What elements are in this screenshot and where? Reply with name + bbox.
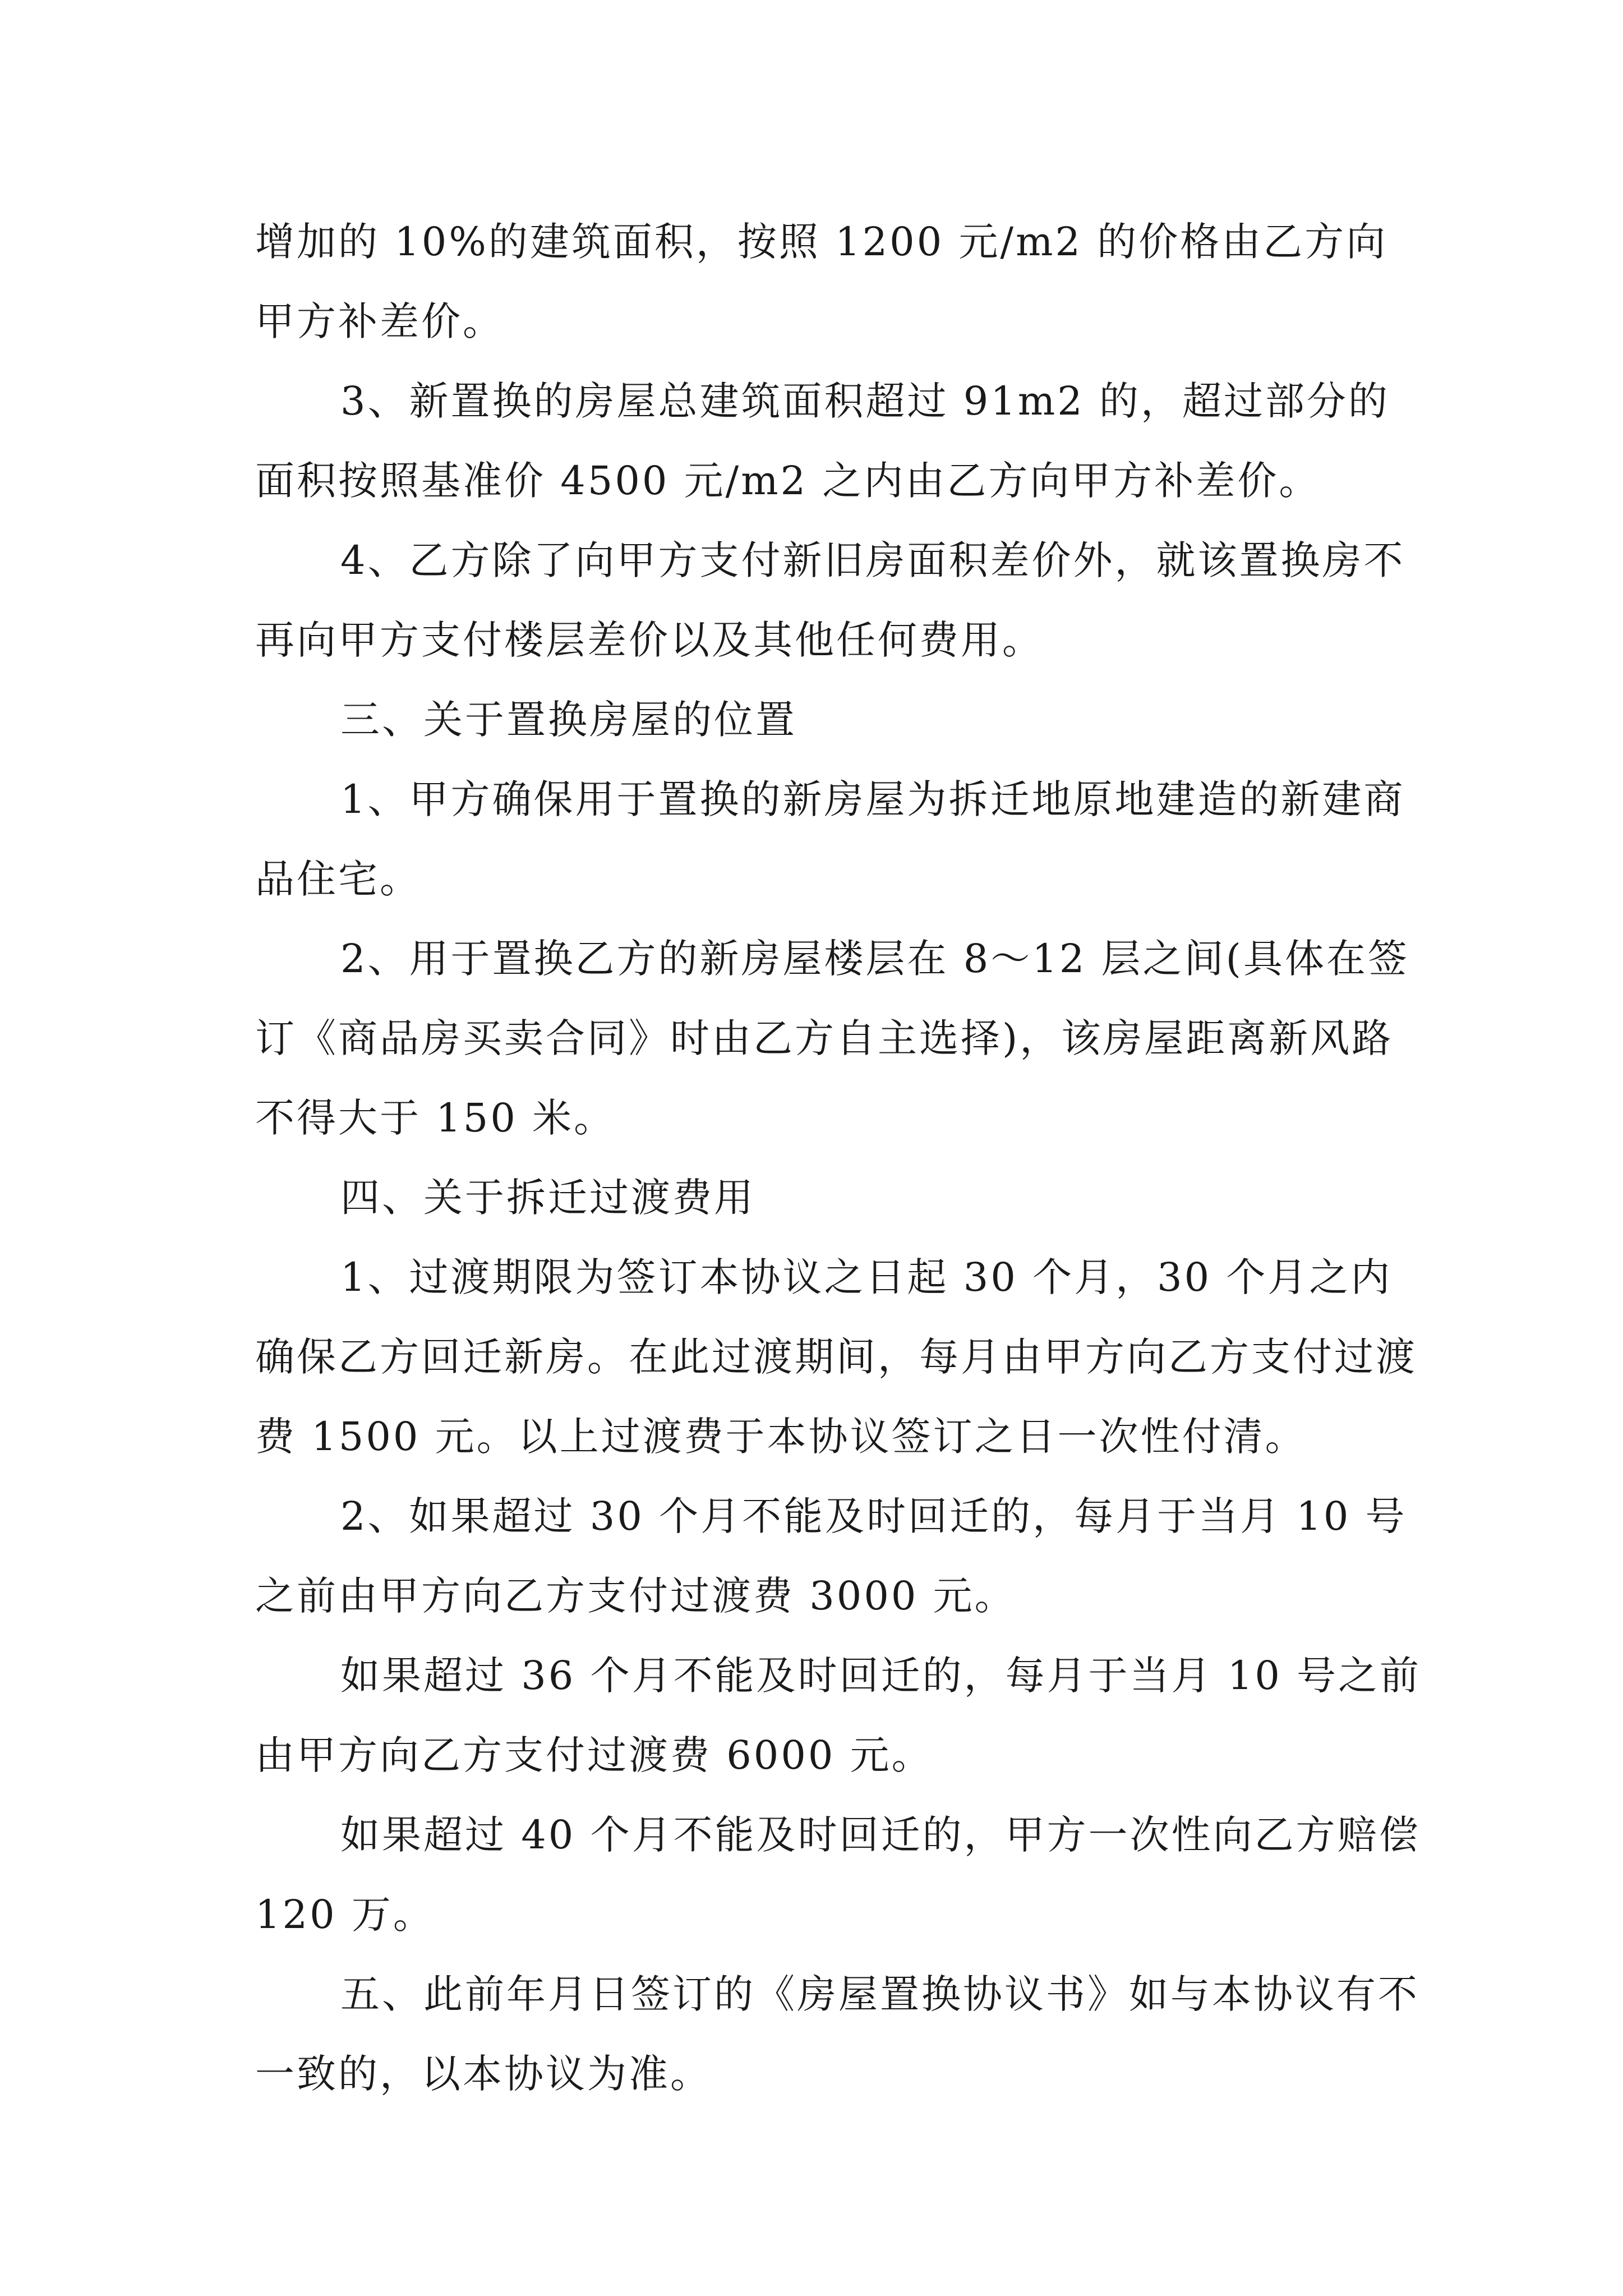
section-heading-5: 五、此前年月日签订的《房屋置换协议书》如与本协议有不一致的，以本协议为准。: [255, 1971, 1419, 2097]
paragraph-clause-3-2: 2、用于置换乙方的新房屋楼层在 8～12 层之间(具体在签订《商品房买卖合同》时由乙方自主选择)，该房屋距离新风路不得大于 150 米。: [255, 936, 1409, 1141]
paragraph-clause-2-3: 3、新置换的房屋总建筑面积超过 91m2 的，超过部分的面积按照基准价 4500 元/m2 之内由乙方向甲方补差价。: [255, 378, 1390, 504]
section-heading-3: 三、关于置换房屋的位置: [340, 697, 797, 743]
paragraph-clause-4-2: 2、如果超过 30 个月不能及时回迁的，每月于当月 10 号之前由甲方向乙方支付过渡费 3000 元。: [255, 1493, 1407, 1619]
document-body: [255, 202, 1422, 2114]
paragraph-clause-3-1: 1、甲方确保用于置换的新房屋为拆迁地原地建造的新建商品住宅。: [255, 776, 1405, 902]
section-heading-4: 四、关于拆迁过渡费用: [340, 1175, 755, 1221]
paragraph-price-difference: 增加的 10%的建筑面积，按照 1200 元/m2 的价格由乙方向甲方补差价。: [255, 219, 1388, 344]
paragraph-clause-4-2-40: 如果超过 40 个月不能及时回迁的，甲方一次性向乙方赔偿 120 万。: [255, 1812, 1421, 1938]
paragraph-clause-4-1: 1、过渡期限为签订本协议之日起 30 个月，30 个月之内确保乙方回迁新房。在此过渡期间，每月由甲方向乙方支付过渡费 1500 元。以上过渡费于本协议签订之日一次性付清。: [255, 1254, 1417, 1460]
paragraph-clause-4-2-36: 如果超过 36 个月不能及时回迁的，每月于当月 10 号之前由甲方向乙方支付过渡费 6000 元。: [255, 1653, 1422, 1778]
paragraph-clause-2-4: 4、乙方除了向甲方支付新旧房面积差价外，就该置换房不再向甲方支付楼层差价以及其他任何费用。: [255, 537, 1405, 663]
